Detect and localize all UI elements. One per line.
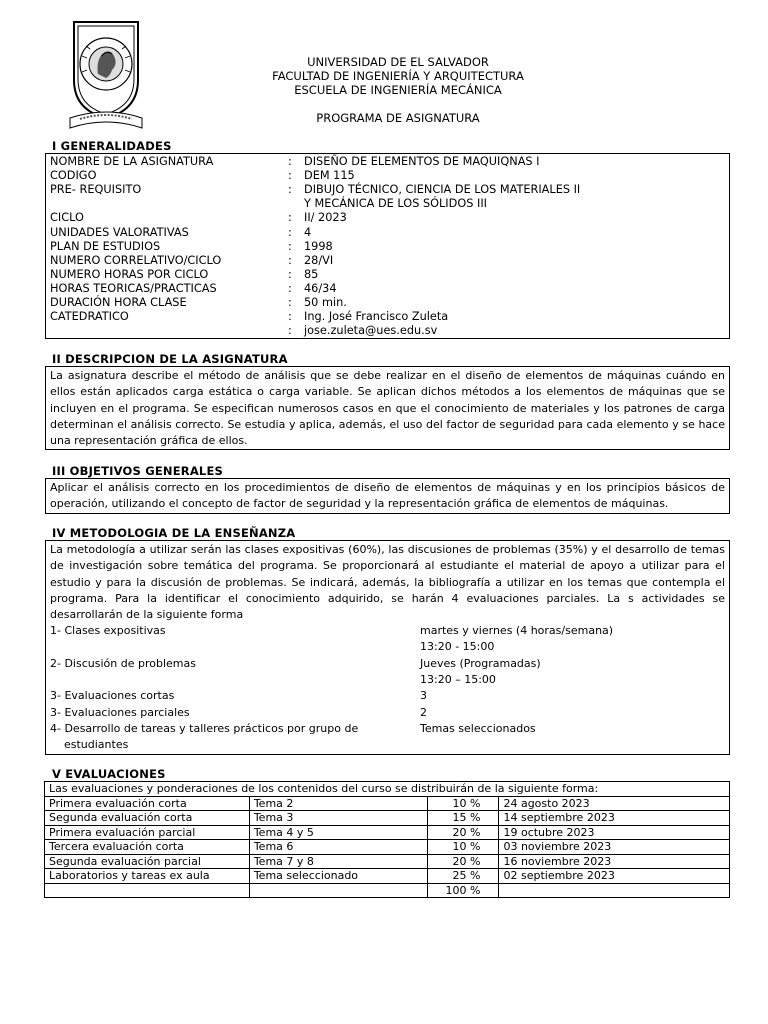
objetivos-text: Aplicar el análisis correcto en los procedimientos de diseño de elementos de máquinas y en los principios básicos de operación, utilizando el concepto de factor de seguridad y la representación gráfica de elementos de máquinas. (50, 481, 725, 511)
school-name: ESCUELA DE INGENIERÍA MECÁNICA (294, 83, 502, 97)
generalidades-row (50, 197, 720, 211)
metodologia-text: La metodología a utilizar serán las clases expositivas (60%), las discusiones de problemas (35%) y el desarrollo de temas de investigación sobre temática del programa. Se proporcionará al estudiante el material de apoyo a utilizar para el estudio y para la discusión de problemas. Se indicará, además, la bibliografía a utilizar en los temas que contempla el programa. Para la identificar el conocimiento adquirido, se harán 4 evaluaciones parciales. La s actividades se desarrollarán de la siguiente forma (50, 543, 725, 622)
generalidades-row (50, 155, 720, 169)
generalidades-row (50, 183, 720, 197)
evaluacion-row (45, 825, 730, 840)
generalidades-value: Ing. José Francisco Zuleta (304, 310, 449, 324)
generalidades-colon: : (288, 267, 292, 281)
generalidades-colon: : (288, 211, 292, 225)
section-title-evaluaciones: V EVALUACIONES (52, 767, 166, 781)
evaluacion-percentage: 10 % (427, 840, 499, 855)
evaluacion-tema: Tema 3 (249, 811, 427, 826)
document-header (200, 55, 596, 125)
activity-schedule: Temas seleccionados (420, 721, 536, 735)
generalidades-label: PLAN DE ESTUDIOS (50, 239, 161, 253)
generalidades-row (50, 240, 720, 254)
evaluaciones-intro: Las evaluaciones y ponderaciones de los contenidos del curso se distribuirán de la siguiente forma: (45, 782, 730, 797)
evaluacion-tema: Tema 6 (249, 840, 427, 855)
generalidades-label: CATEDRATICO (50, 310, 129, 324)
generalidades-label: NUMERO CORRELATIVO/CICLO (50, 253, 222, 267)
evaluacion-date: 24 agosto 2023 (499, 796, 730, 811)
evaluacion-percentage: 15 % (427, 811, 499, 826)
generalidades-value: DISEÑO DE ELEMENTOS DE MAQUIQNAS I (304, 155, 540, 168)
generalidades-box (45, 153, 730, 339)
evaluacion-date: 02 septiembre 2023 (499, 869, 730, 884)
evaluacion-percentage: 25 % (427, 869, 499, 884)
evaluaciones-table (44, 781, 730, 898)
university-seal-logo (66, 18, 146, 134)
evaluacion-name: Tercera evaluación corta (45, 840, 250, 855)
generalidades-row (50, 282, 720, 296)
generalidades-value: DEM 115 (304, 169, 355, 183)
evaluacion-tema: Tema 7 y 8 (249, 854, 427, 869)
descripcion-box (45, 366, 730, 450)
generalidades-label: UNIDADES VALORATIVAS (50, 225, 189, 239)
generalidades-label: CODIGO (50, 169, 97, 183)
generalidades-row (50, 169, 720, 183)
evaluacion-row (45, 869, 730, 884)
evaluacion-total: 100 % (427, 883, 499, 898)
generalidades-colon: : (288, 324, 292, 338)
evaluacion-row (45, 840, 730, 855)
activity-label: estudiantes (50, 738, 129, 752)
activity-label: 3- Evaluaciones cortas (50, 689, 175, 703)
evaluacion-date: 16 noviembre 2023 (499, 854, 730, 869)
generalidades-label: NOMBRE DE LA ASIGNATURA (50, 155, 214, 168)
empty-cell (249, 883, 427, 898)
evaluacion-name: Primera evaluación parcial (45, 825, 250, 840)
evaluacion-row (45, 811, 730, 826)
generalidades-row (50, 254, 720, 268)
empty-cell (45, 883, 250, 898)
empty-cell (499, 883, 730, 898)
evaluaciones-intro-row (45, 782, 730, 797)
evaluacion-tema: Tema 4 y 5 (249, 825, 427, 840)
evaluacion-row (45, 796, 730, 811)
objetivos-box (45, 478, 730, 514)
evaluacion-date: 14 septiembre 2023 (499, 811, 730, 826)
descripcion-text: La asignatura describe el método de análisis que se debe realizar en el diseño de elementos de máquinas cuándo en ellos están aplicados carga estática o carga variable. Se aplican dichos métodos a los elementos de máquinas que se incluyen en el programa. Se especifican numerosos casos en que el conocimiento de materiales y los patrones de carga determinan el análisis correcto. Se estudia y aplica, además, el uso del factor de seguridad para cada elemento y se hace una representación gráfica de ellos. (50, 369, 725, 448)
generalidades-row (50, 211, 720, 225)
generalidades-label: DURACIÓN HORA CLASE (50, 296, 187, 309)
generalidades-label: HORAS TEORICAS/PRACTICAS (50, 281, 217, 295)
activity-schedule: Jueves (Programadas) (420, 656, 541, 670)
university-name: UNIVERSIDAD DE EL SALVADOR (307, 55, 489, 69)
evaluacion-tema: Tema 2 (249, 796, 427, 811)
generalidades-value: jose.zuleta@ues.edu.sv (304, 324, 438, 338)
activity-label: 1- Clases expositivas (50, 624, 166, 637)
evaluacion-tema: Tema seleccionado (249, 869, 427, 884)
generalidades-value: 46/34 (304, 281, 337, 295)
generalidades-value: 85 (304, 267, 319, 281)
activity-schedule: 13:20 - 15:00 (420, 640, 495, 654)
activity-label: 3- Evaluaciones parciales (50, 705, 190, 719)
generalidades-value: 28/VI (304, 253, 334, 267)
evaluacion-date: 19 octubre 2023 (499, 825, 730, 840)
generalidades-value: 4 (304, 225, 312, 239)
section-title-metodologia: IV METODOLOGIA DE LA ENSEÑANZA (52, 526, 296, 540)
evaluacion-row (45, 854, 730, 869)
generalidades-value: II/ 2023 (304, 211, 347, 225)
evaluacion-total-row (45, 883, 730, 898)
generalidades-label: CICLO (50, 211, 84, 225)
generalidades-colon: : (288, 225, 292, 239)
generalidades-row (50, 296, 720, 310)
generalidades-colon: : (288, 253, 292, 267)
generalidades-colon: : (288, 169, 292, 183)
activity-label: 2- Discusión de problemas (50, 656, 196, 670)
faculty-name: FACULTAD DE INGENIERÍA Y ARQUITECTURA (272, 69, 524, 83)
generalidades-row (50, 226, 720, 240)
generalidades-colon: : (288, 239, 292, 253)
generalidades-colon: : (288, 183, 292, 197)
generalidades-colon: : (288, 310, 292, 324)
evaluacion-name: Primera evaluación corta (45, 796, 250, 811)
generalidades-row (50, 268, 720, 282)
evaluacion-name: Segunda evaluación corta (45, 811, 250, 826)
activity-schedule: 2 (420, 705, 427, 719)
activity-label: 4- Desarrollo de tareas y talleres prácticos por grupo de (50, 721, 359, 735)
section-title-descripcion: II DESCRIPCION DE LA ASIGNATURA (52, 352, 288, 366)
section-title-generalidades: I GENERALIDADES (52, 139, 172, 153)
document-title: PROGRAMA DE ASIGNATURA (316, 111, 480, 125)
generalidades-value: DIBUJO TÉCNICO, CIENCIA DE LOS MATERIALES II (304, 183, 581, 197)
evaluacion-percentage: 20 % (427, 825, 499, 840)
generalidades-value: 50 min. (304, 296, 347, 309)
evaluacion-date: 03 noviembre 2023 (499, 840, 730, 855)
generalidades-colon: : (288, 155, 292, 168)
activity-schedule: martes y viernes (4 horas/semana) (420, 624, 614, 637)
evaluacion-name: Laboratorios y tareas ex aula (45, 869, 250, 884)
evaluacion-percentage: 20 % (427, 854, 499, 869)
metodologia-box (45, 540, 730, 755)
generalidades-row (50, 324, 720, 338)
activity-schedule: 3 (420, 689, 427, 703)
generalidades-label: NUMERO HORAS POR CICLO (50, 267, 209, 281)
evaluacion-name: Segunda evaluación parcial (45, 854, 250, 869)
generalidades-value: 1998 (304, 239, 333, 253)
generalidades-row (50, 310, 720, 324)
generalidades-label: PRE- REQUISITO (50, 183, 142, 197)
generalidades-value: Y MECÁNICA DE LOS SÓLIDOS III (304, 197, 487, 211)
activity-schedule: 13:20 – 15:00 (420, 672, 496, 686)
section-title-objetivos: III OBJETIVOS GENERALES (52, 464, 223, 478)
generalidades-colon: : (288, 281, 292, 295)
evaluacion-percentage: 10 % (427, 796, 499, 811)
generalidades-colon: : (288, 296, 292, 309)
